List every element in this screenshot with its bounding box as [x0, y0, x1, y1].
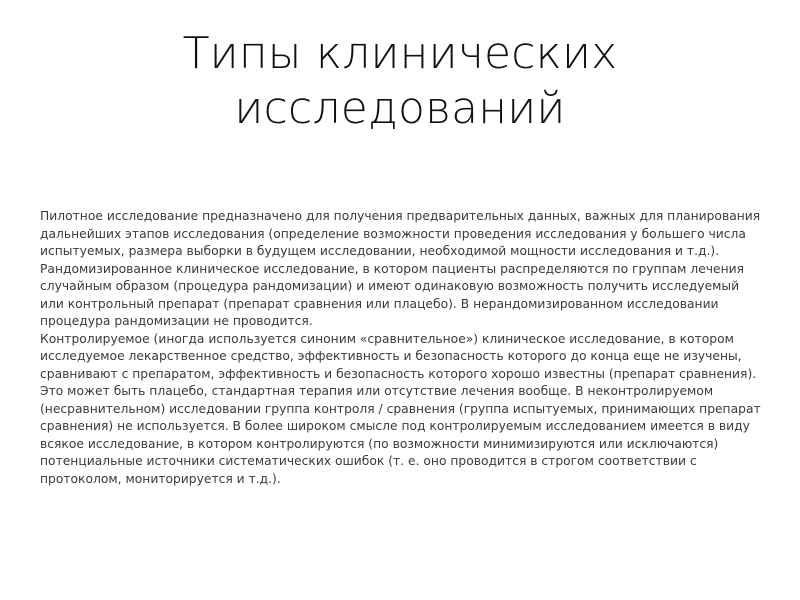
- slide-title: Типы клинических исследований: [182, 28, 618, 134]
- paragraph-pilot-study: Пилотное исследование предназначено для получения предварительных данных, важных для планирования дальнейших этапов исследования (определение возможности проведения исследования у большего числа испытуемых, размера выборки в будущем исследовании, необходимой мощности исследования и т.д.).: [40, 209, 761, 258]
- paragraph-controlled-study: Контролируемое (иногда используется синоним «сравнительное») клиническое исследование, в котором исследуемое лекарственное средство, эффективность и безопасность которого до конца еще не изучены, сравнивают с препаратом, эффективность и безопасность которого хорошо известны (препарат сравнения). Это может быть плацебо, стандартная терапия или отсутствие лечения вообще. В неконтролируемом (несравнительном) исследовании группа контроля / сравнения (группа испытуемых, принимающих препарат сравнения) не используется. В более широком смысле под контролируемым исследованием имеется в виду всякое исследование, в котором контролируются (по возможности минимизируются или исключаются) потенциальные источники систематических ошибок (т. е. оно проводится в строгом соответствии с протоколом, мониторируется и т.д.).: [40, 331, 761, 486]
- slide-body: [40, 208, 764, 488]
- paragraph-randomized-study: Рандомизированное клиническое исследование, в котором пациенты распределяются по группам лечения случайным образом (процедура рандомизации) и имеют одинаковую возможность получить исследуемый или контрольный препарат (препарат сравнения или плацебо). В нерандомизированном исследовании процедура рандомизации не проводится.: [40, 261, 745, 328]
